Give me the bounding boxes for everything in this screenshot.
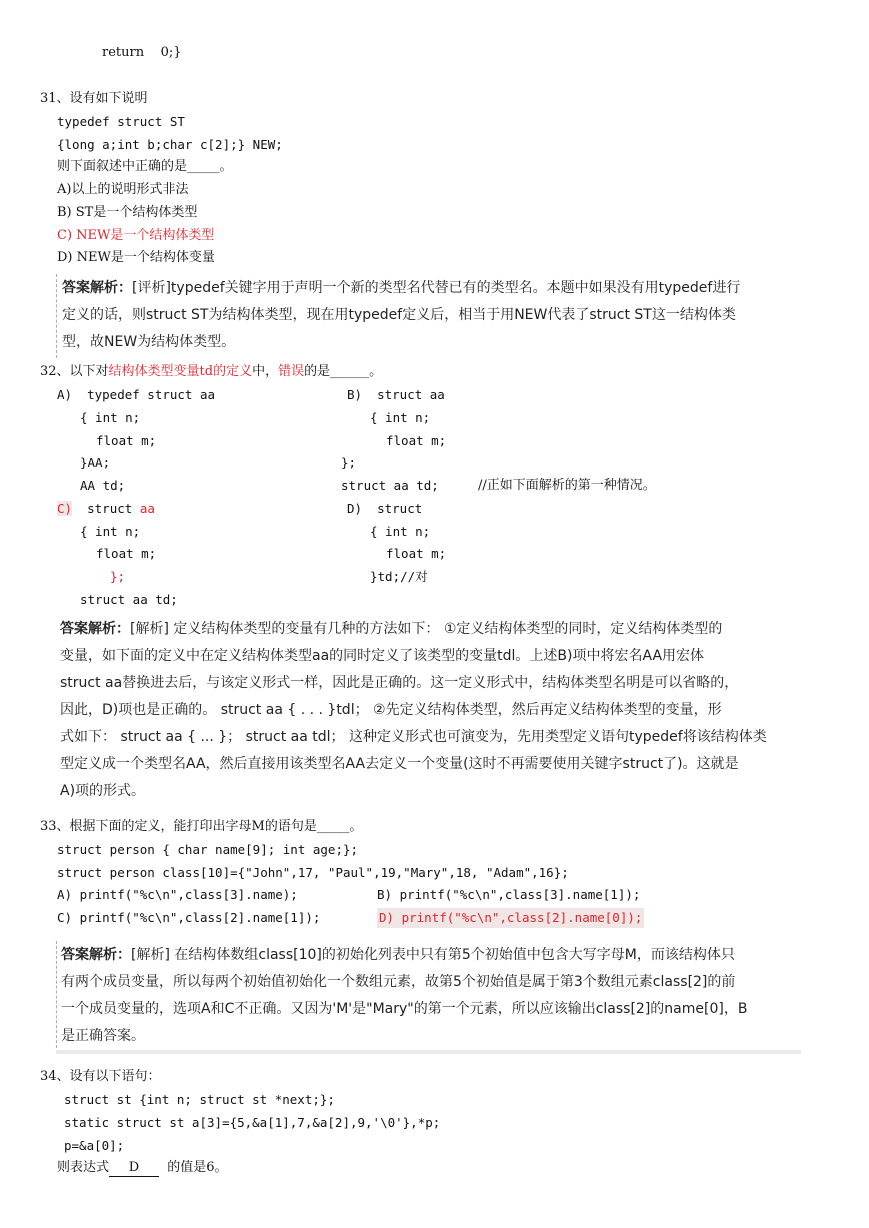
option-c: C) printf("%c\n",class[2].name[1]); <box>57 910 321 925</box>
explanation-text: A)项的形式。 <box>60 783 146 799</box>
code-line: struct st {int n; struct st *next;}; <box>64 1092 335 1107</box>
title-text: 的是______。 <box>304 364 383 379</box>
question-31-title: 31、设有如下说明 <box>40 91 148 106</box>
code-line: struct person class[10]={"John",17, "Paul",19,"Mary",18, "Adam",16}; <box>57 865 569 880</box>
explanation-bar <box>56 941 57 1053</box>
code-line: }AA; <box>80 455 111 470</box>
option-a: A) printf("%c\n",class[3].name); <box>57 887 298 902</box>
explanation-text: [解析] 在结构体数组class[10]的初始化列表中只有第5个初始值中包含大写字母M，而该结构体只 <box>131 947 735 963</box>
code-line: {long a;int b;char c[2];} NEW; <box>57 137 283 152</box>
explanation-31 <box>62 275 802 356</box>
code-line: }td;//对 <box>370 569 428 584</box>
title-emphasis: 错误 <box>278 364 305 379</box>
option-c-code <box>57 501 155 517</box>
option-c-correct: C) NEW是一个结构体类型 <box>57 228 215 243</box>
code-line: struct aa td; <box>80 592 178 607</box>
code-line: { int n; <box>370 524 431 539</box>
code-line: float m; <box>96 433 157 448</box>
explanation-text: 因此，D)项也是正确的。 struct aa { . . . }tdl； ②先定义结构体类型，然后再定义结构体类型的变量，形 <box>60 702 722 718</box>
option-c-label: C) <box>57 501 73 516</box>
option-b-code: B) struct aa <box>347 387 445 402</box>
code-line: struct aa td; <box>341 478 439 493</box>
code-line: }; <box>341 455 357 470</box>
explanation-text: 定义的话，则struct ST为结构体类型，现在用typedef定义后，相当于用NEW代表了struct ST这一结构体类 <box>62 307 736 323</box>
explanation-text: 型定义成一个类型名AA，然后直接用该类型名AA去定义一个变量(这时不再需要使用关键字struct了)。这就是 <box>60 756 739 772</box>
question-33-title: 33、根据下面的定义，能打印出字母M的语句是_____。 <box>40 819 363 834</box>
code-line: float m; <box>96 546 157 561</box>
explanation-text: 有两个成员变量，所以每两个初始值初始化一个数组元素，故第5个初始值是属于第3个数组元素class[2]的前 <box>61 974 736 990</box>
explanation-text: 一个成员变量的，选项A和C不正确。又因为'M'是"Mary"的第一个元素，所以应该输出class[2]的name[0]，B <box>61 1001 748 1017</box>
code-line: p=&a[0]; <box>64 1138 125 1153</box>
code-name-emphasis: aa <box>139 501 155 516</box>
answer-blank: D <box>109 1160 159 1177</box>
stem-text: 则表达式 <box>57 1160 110 1175</box>
code-line: { int n; <box>80 524 141 539</box>
title-text: 中， <box>252 364 279 379</box>
divider <box>56 1050 801 1054</box>
code-line: float m; <box>386 546 447 561</box>
question-stem <box>57 1160 228 1177</box>
explanation-32 <box>60 616 805 805</box>
code-line: AA td; <box>80 478 126 493</box>
option-a-code: A) typedef struct aa <box>57 387 216 402</box>
explanation-label: 答案解析： <box>62 280 132 296</box>
explanation-label: 答案解析： <box>60 621 130 637</box>
explanation-label: 答案解析： <box>61 947 131 963</box>
option-b: B) ST是一个结构体类型 <box>57 205 198 220</box>
explanation-text: 是正确答案。 <box>61 1028 145 1044</box>
option-d-code: D) struct <box>347 501 423 516</box>
explanation-bar <box>56 274 57 358</box>
option-b: B) printf("%c\n",class[3].name[1]); <box>377 887 641 902</box>
code-line: static struct st a[3]={5,&a[1],7,&a[2],9,'\0'},*p; <box>64 1115 441 1130</box>
question-32-title <box>40 364 382 380</box>
code-line: float m; <box>386 433 447 448</box>
question-stem: 则下面叙述中正确的是_____。 <box>57 159 233 174</box>
title-emphasis: 结构体类型变量td的定义 <box>108 364 253 379</box>
code-line: { int n; <box>370 410 431 425</box>
option-a: A)以上的说明形式非法 <box>57 182 189 197</box>
code-line: { int n; <box>80 410 141 425</box>
code-line: return 0;} <box>102 45 182 60</box>
code-line: typedef struct ST <box>57 114 185 129</box>
explanation-text: [评析]typedef关键字用于声明一个新的类型名代替已有的类型名。本题中如果没有用typedef进行 <box>132 280 741 296</box>
code-line-emphasis: }; <box>110 569 126 584</box>
explanation-text: [解析] 定义结构体类型的变量有几种的方法如下： ①定义结构体类型的同时，定义结构体类型的 <box>130 621 723 637</box>
explanation-text: 式如下： struct aa { ... }； struct aa tdl； 这种定义形式也可演变为，先用类型定义语句typedef将该结构体类 <box>60 729 767 745</box>
stem-text: 的值是6。 <box>167 1160 228 1175</box>
question-34-title: 34、设有以下语句： <box>40 1069 161 1084</box>
explanation-33 <box>61 942 806 1050</box>
option-d: D) NEW是一个结构体变量 <box>57 250 215 265</box>
explanation-text: 型，故NEW为结构体类型。 <box>62 334 236 350</box>
code-keyword: struct <box>87 501 133 516</box>
code-comment: //正如下面解析的第一种情况。 <box>478 478 656 493</box>
code-line: struct person { char name[9]; int age;}; <box>57 842 359 857</box>
explanation-text: 变量，如下面的定义中在定义结构体类型aa的同时定义了该类型的变量tdl。上述B)项中将宏名AA用宏体 <box>60 648 705 664</box>
explanation-text: struct aa替换进去后，与该定义形式一样，因此是正确的。这一定义形式中，结构体类型名明是可以省略的， <box>60 675 739 691</box>
option-d-correct: D) printf("%c\n",class[2].name[0]); <box>377 908 644 928</box>
title-text: 32、以下对 <box>40 364 109 379</box>
